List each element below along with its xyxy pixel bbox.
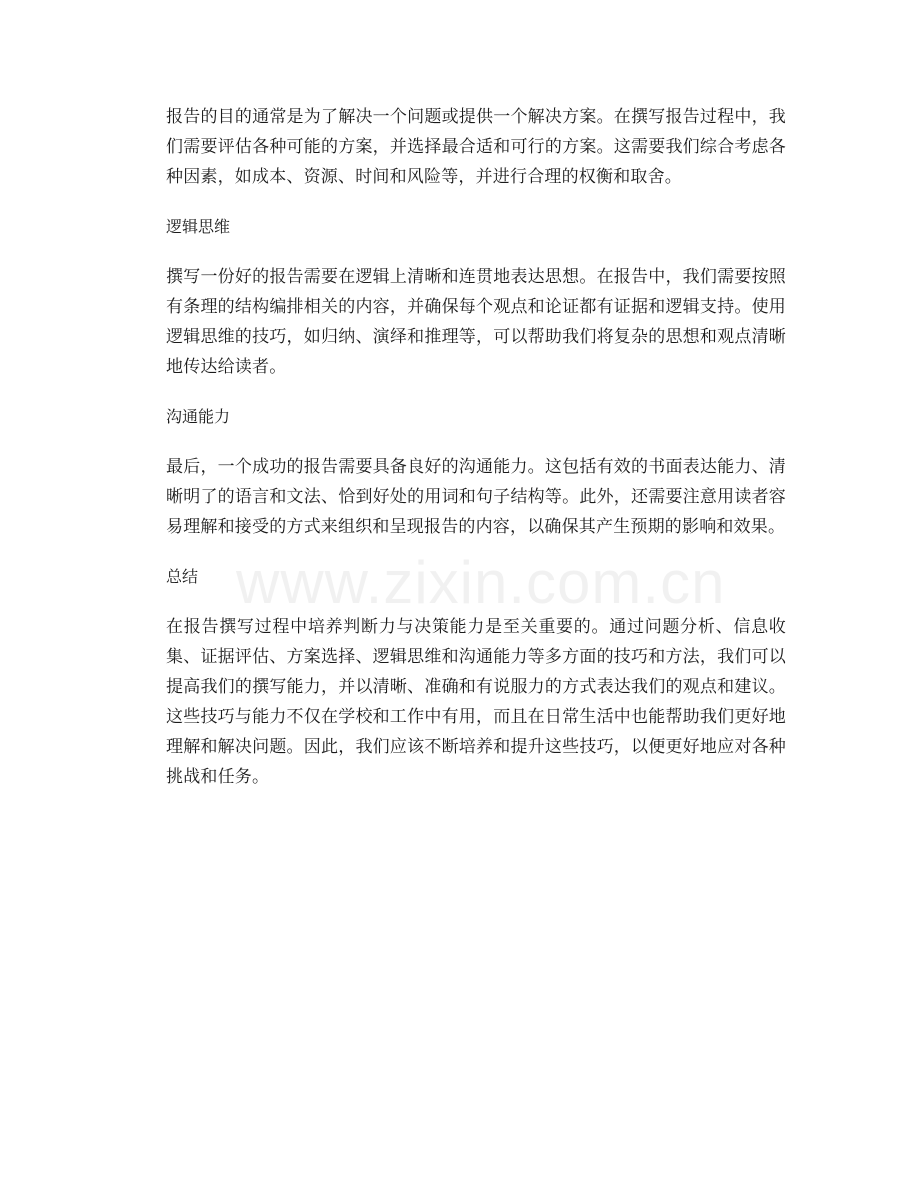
paragraph-summary: 在报告撰写过程中培养判断力与决策能力是至关重要的。通过问题分析、信息收集、证据评估、方案选择、逻辑思维和沟通能力等多方面的技巧和方法，我们可以提高我们的撰写能力，并以清晰、准确和有说服力的方式表达我们的观点和建议。这些技巧与能力不仅在学校和工作中有用，而且在日常生活中也能帮助我们更好地理解和解决问题。因此，我们应该不断培养和提升这些技巧，以便更好地应对各种挑战和任务。 (166, 617, 786, 787)
paragraph-communication: 最后，一个成功的报告需要具备良好的沟通能力。这包括有效的书面表达能力、清晰明了的语言和文法、恰到好处的用词和句子结构等。此外，还需要注意用读者容易理解和接受的方式来组织和呈现报告的内容，以确保其产生预期的影响和效果。 (166, 457, 786, 537)
heading-summary: 总结 (166, 567, 199, 586)
paragraph-intro: 报告的目的通常是为了解决一个问题或提供一个解决方案。在撰写报告过程中，我们需要评估各种可能的方案，并选择最合适和可行的方案。这需要我们综合考虑各种因素，如成本、资源、时间和风险等，并进行合理的权衡和取舍。 (166, 107, 786, 187)
heading-communication: 沟通能力 (166, 407, 231, 426)
document-body (166, 102, 786, 792)
paragraph-logic: 撰写一份好的报告需要在逻辑上清晰和连贯地表达思想。在报告中，我们需要按照有条理的结构编排相关的内容，并确保每个观点和论证都有证据和逻辑支持。使用逻辑思维的技巧，如归纳、演绎和推理等，可以帮助我们将复杂的思想和观点清晰地传达给读者。 (166, 267, 786, 377)
heading-logic: 逻辑思维 (166, 217, 231, 236)
watermark-text: www.zixin.com.cn (236, 549, 726, 616)
